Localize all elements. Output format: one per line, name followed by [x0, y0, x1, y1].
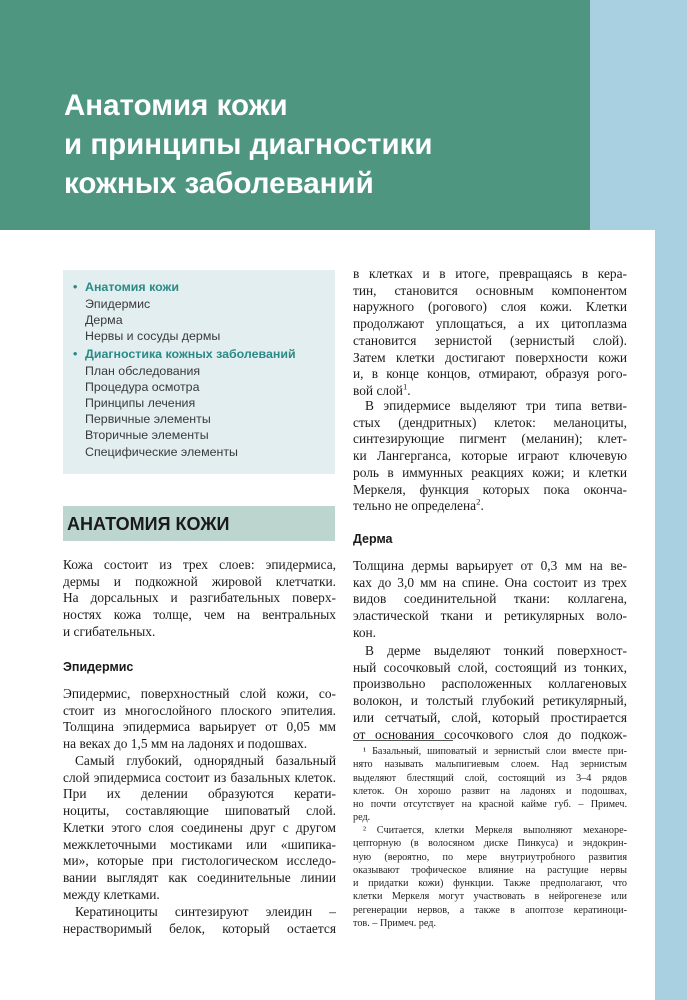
footnote-line: ред.	[353, 812, 371, 824]
text-line: ки Лангерганса, которые играют ключевую	[353, 448, 627, 464]
footnote-line: ² Считается, клетки Меркеля выполняют механоре-	[363, 825, 627, 836]
text-line: Толщина дермы варьирует от 0,3 мм на ве-	[353, 558, 627, 573]
text-line: продолжают уплощаться, а их цитоплазма	[353, 316, 627, 332]
toc-section-label: Диагностика кожных заболеваний	[85, 346, 296, 361]
text-line: Кожа состоит из трех слоев: эпидермиса,	[63, 557, 336, 572]
paragraph-derma-thickness	[353, 558, 627, 642]
toc-item: Процедура осмотра	[85, 379, 200, 394]
footnote-2	[353, 824, 627, 930]
toc-item: Нервы и сосуды дермы	[85, 329, 221, 344]
chapter-title-line: кожных заболеваний	[64, 167, 374, 200]
text-line: роль в иммунных реакциях кожи; и клетки	[353, 464, 627, 480]
text-line: Меркеля, функция которых пока оконча-	[353, 481, 627, 497]
text-line: слой эпидермиса состоит из базальных клеток.	[63, 769, 336, 785]
text-line: стоит из многослойного плоского эпителия.	[63, 702, 336, 718]
footnote-line: цепторную (в волосяном диске Пинкуса) и эндокрин-	[353, 838, 627, 850]
text-line: Эпидермис, поверхностный слой кожи, со-	[63, 686, 336, 701]
bullet-icon: •	[73, 280, 78, 294]
text-line: тельно не определена$^2$.	[353, 496, 484, 514]
text-line: синтезирующие пигмент (меланин); клет-	[353, 431, 627, 447]
header-side-block	[590, 0, 687, 230]
text-line: на веках до 1,5 мм на ладонях и подошвах.	[63, 736, 308, 752]
footnote-line: регенерации нервов, а также в апоптозе кератиноци-	[353, 904, 627, 916]
paragraph-keratinocytes	[63, 904, 336, 937]
text-line: дермы и подкожной жировой клетчатки.	[63, 573, 336, 589]
text-line: В эпидермисе выделяют три типа ветви-	[365, 398, 627, 413]
chapter-title-line: Анатомия кожи	[64, 89, 288, 122]
footnote-line: и придатки кожи) функции. Также предполагают, что	[353, 878, 627, 890]
text-line: Затем клетки достигают поверхности кожи	[353, 349, 627, 365]
paragraph-dendritic-cells	[353, 398, 627, 515]
toc-item: Первичные элементы	[85, 412, 211, 427]
text-line: кон.	[353, 624, 377, 640]
text-line: волокон, и толстый глубокий ретикулярный,	[353, 693, 627, 709]
toc-section-heading	[73, 278, 335, 296]
text-line: тин, становится основным компонентом	[353, 282, 627, 298]
text-line: от основания сосочкового слоя до подкож-	[353, 726, 627, 742]
text-line: межклеточными мостиками или «шипика-	[63, 836, 336, 852]
text-line: становится зернистой (зернистый слой).	[353, 332, 627, 348]
toc-item: Специфические элементы	[85, 444, 238, 459]
chapter-title	[64, 86, 433, 203]
bullet-icon: •	[73, 346, 78, 361]
text-line: ноциты, составляющие шиповатый слой.	[63, 803, 336, 819]
subheading-derma: Дерма	[353, 532, 393, 546]
paragraph-derma-layers	[353, 643, 627, 743]
text-line: между клетками.	[63, 886, 160, 902]
text-line: и, в конце концов, отмирают, образуя рого-	[353, 366, 627, 382]
text-fragment: тельно не определена	[353, 498, 477, 514]
text-line: произвольно расположенных коллагеновых	[353, 676, 627, 692]
text-line: ках до 3,0 мм на спине. Она состоит из трех	[353, 574, 627, 590]
footnote-line: ¹ Базальный, шиповатый и зернистый слои вместе при-	[363, 746, 627, 757]
footnote-divider	[353, 740, 453, 741]
subheading-epidermis: Эпидермис	[63, 660, 134, 674]
text-line: эластической ткани и ретикулярных воло-	[353, 608, 627, 624]
toc-item: Вторичные элементы	[85, 428, 209, 443]
text-line: Клетки этого слоя соединены друг с другом	[63, 819, 336, 835]
text-line: нерастворимый белок, который остается	[63, 920, 336, 936]
text-line: стых (дендритных) клеток: меланоциты,	[353, 414, 627, 430]
text-line: видов соединительной ткани: коллагена,	[353, 591, 627, 607]
footnote-ref[interactable]: 2	[476, 496, 481, 507]
text-line: ный сосочковый слой, состоящий из тонких,	[353, 659, 627, 675]
footnote-line: ную (вероятно, по мере внутриутробного развития	[353, 851, 627, 863]
side-color-strip	[655, 230, 687, 1000]
footnote-line: выделяют блестящий слой, состоящий из 3–4 рядов	[353, 772, 627, 784]
toc-item: План обследования	[85, 363, 201, 378]
toc-item: Эпидермис	[85, 297, 151, 311]
footnote-line: оказывают трофическое влияние на растущие нервы	[353, 864, 627, 876]
footnote-line: клеток. Он хорошо развит на ладонях и подошвах,	[353, 785, 627, 797]
text-line: ностях кожа толще, чем на вентральных	[63, 607, 336, 623]
toc-section-heading	[73, 345, 335, 363]
footnote-1	[353, 745, 627, 825]
text-line: В дерме выделяют тонкий поверхност-	[365, 643, 627, 658]
footnote-line: тов. – Примеч. ред.	[353, 918, 437, 930]
text-line: в клетках и в итоге, превращаясь в кера-	[353, 266, 627, 281]
paragraph-keratin	[353, 266, 627, 400]
text-line: и сгибательных.	[63, 623, 156, 639]
toc-item: Принципы лечения	[85, 396, 196, 411]
text-line: Самый глубокий, однорядный базальный	[75, 753, 336, 768]
text-line: или сетчатый, слой, который простирается	[353, 709, 627, 725]
text-line: Кератиноциты синтезируют элеидин –	[75, 904, 336, 919]
paragraph-skin-layers	[63, 557, 336, 641]
text-line: вании выглядят как соединительные линии	[63, 869, 336, 885]
text-line: На дорсальных и разгибательных поверх-	[63, 590, 336, 606]
text-line: вой слой$^1$.	[353, 381, 411, 398]
footnote-line: нято называть мальпигиевым слоем. Над зернистым	[353, 759, 627, 771]
chapter-title-line: и принципы диагностики	[64, 128, 433, 161]
toc-item: Дерма	[85, 313, 123, 328]
toc-section-label: Анатомия кожи	[85, 280, 179, 294]
paragraph-epidermis-intro	[63, 686, 336, 753]
text-line: Толщина эпидермиса варьирует от 0,05 мм	[63, 719, 336, 735]
text-line: При их делении образуются керати-	[63, 786, 336, 802]
paragraph-basal-layer	[63, 753, 336, 903]
text-fragment: вой слой	[353, 382, 403, 398]
chapter-contents-box	[63, 270, 335, 474]
footnote-ref[interactable]: 1	[402, 381, 408, 392]
footnote-line: но почти отсутствует на красной кайме губ. – Примеч.	[353, 799, 627, 811]
footnote-line: клетки Меркеля могут участвовать в нейрогенезе или	[353, 891, 627, 903]
section-title: АНАТОМИЯ КОЖИ	[67, 514, 230, 534]
text-line: наружного (рогового) слоя кожи. Клетки	[353, 299, 627, 315]
text-line: ми», которые при гистологическом исследо-	[63, 853, 336, 869]
